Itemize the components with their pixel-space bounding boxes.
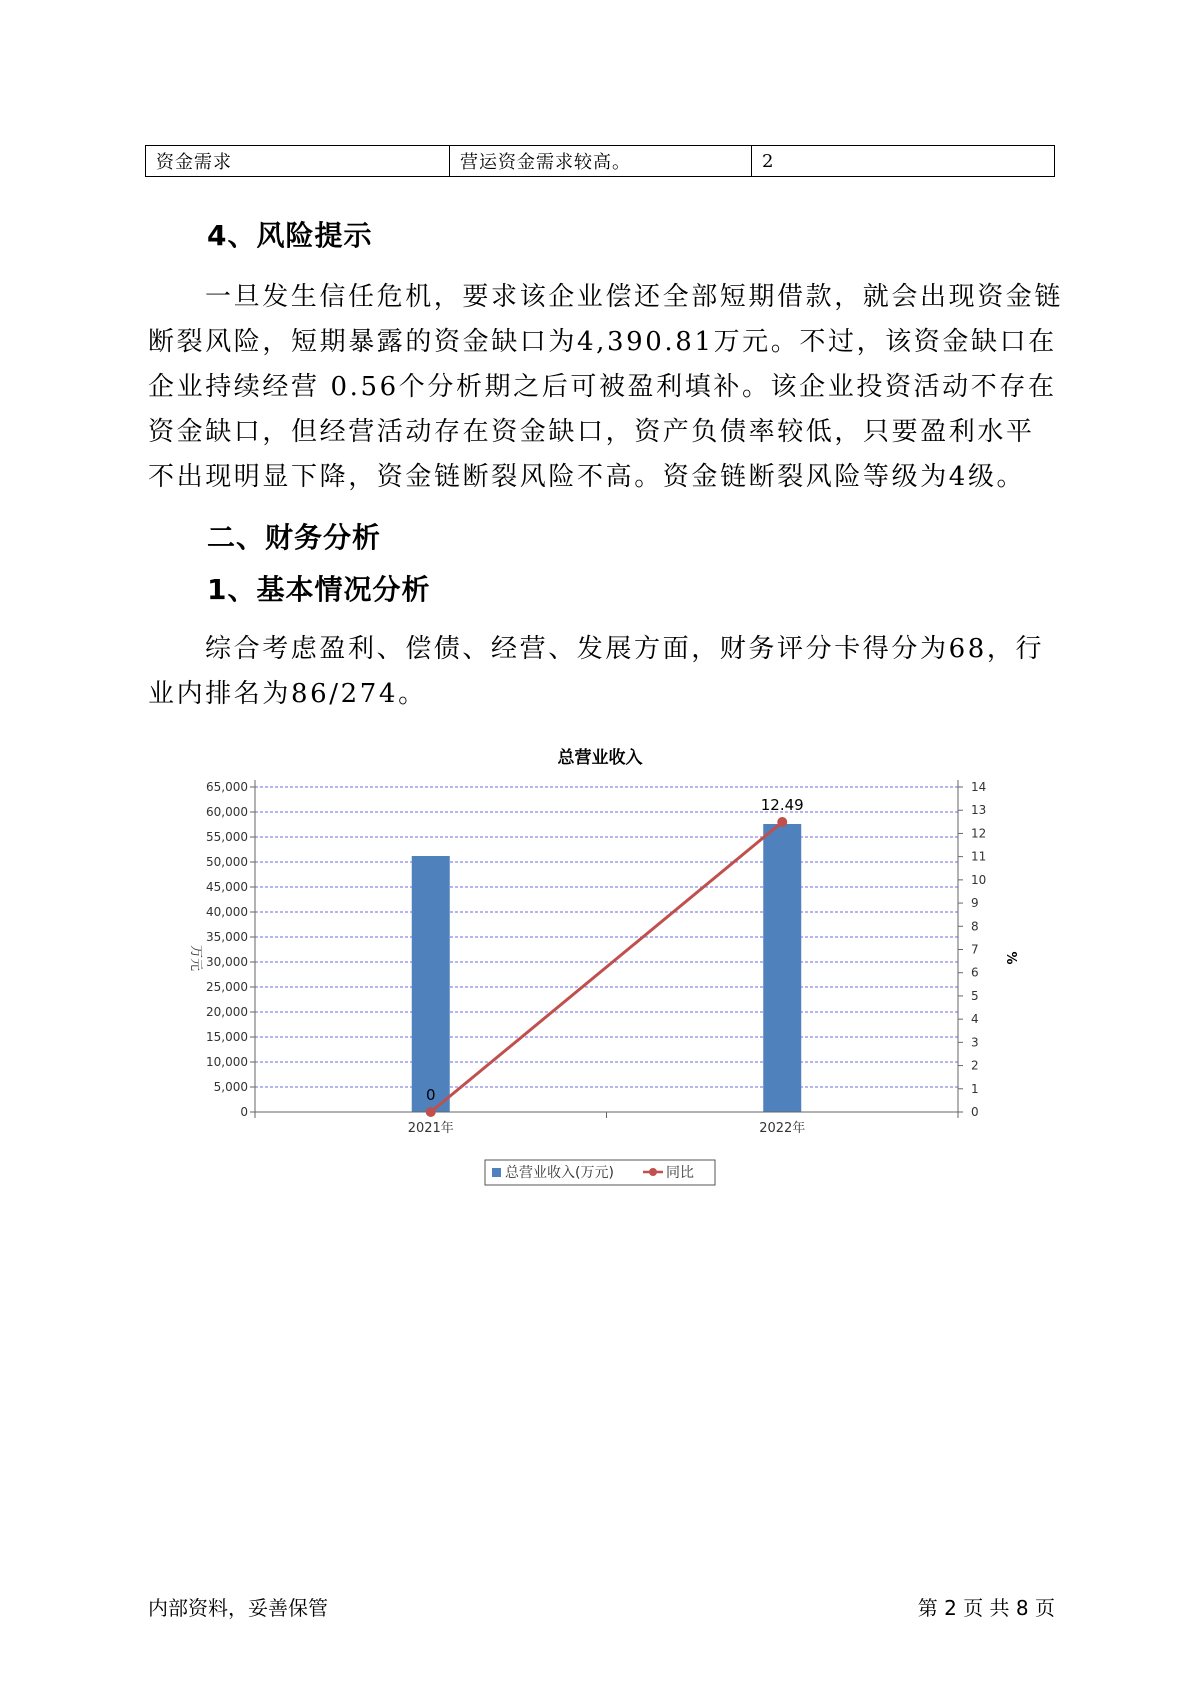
y2-tick-label: 3	[971, 1035, 979, 1050]
footer-page-number: 第 2 页 共 8 页	[917, 1596, 1055, 1620]
footer-confidential: 内部资料，妥善保管	[148, 1596, 328, 1620]
grid-lines	[255, 787, 958, 1087]
heading-risk: 4、风险提示	[207, 219, 373, 252]
heading-basic: 1、基本情况分析	[207, 573, 431, 606]
revenue-chart	[170, 740, 1050, 1200]
yoy-line	[431, 822, 783, 1112]
y-tick-label: 0	[240, 1105, 248, 1119]
y-axis-label: 万元	[188, 944, 203, 972]
y2-tick-label: 9	[971, 896, 979, 911]
heading-finance: 二、财务分析	[207, 521, 382, 554]
legend-bar-label: 总营业收入(万元)	[505, 1165, 614, 1181]
y-tick-label: 35,000	[206, 930, 248, 944]
paragraph-risk: 一旦发生信任危机，要求该企业偿还全部短期借款，就会出现资金链断裂风险，短期暴露的资金缺口为4,390.81万元。不过，该资金缺口在企业持续经营 0.56个分析期之后可被盈利填补。该企业投资活动不存在资金缺口，但经营活动存在资金缺口，资产负债率较低，只要盈利水平不出现明显下降，资金链断裂风险不高。资金链断裂风险等级为4级。	[148, 282, 1064, 492]
y-tick-label: 65,000	[206, 780, 248, 794]
y2-tick-label: 6	[971, 965, 979, 980]
table-cell-level: 2	[752, 146, 1055, 177]
y-tick-label: 10,000	[206, 1055, 248, 1069]
y-tick-label: 5,000	[213, 1080, 248, 1094]
y-tick-label: 20,000	[206, 1005, 248, 1019]
y-tick-label: 60,000	[206, 805, 248, 819]
y2-tick-label: 4	[971, 1012, 979, 1027]
yoy-point	[777, 817, 787, 827]
legend-bar-swatch	[492, 1168, 501, 1177]
y2-tick-label: 10	[971, 872, 987, 887]
y-tick-label: 50,000	[206, 855, 248, 869]
y-tick-label: 55,000	[206, 830, 248, 844]
table-cell-item: 资金需求	[146, 146, 450, 177]
y2-tick-label: 2	[971, 1058, 979, 1073]
y2-tick-label: 5	[971, 988, 979, 1003]
paragraph-basic: 综合考虑盈利、偿债、经营、发展方面，财务评分卡得分为68，行业内排名为86/274。	[148, 634, 1045, 709]
y2-tick-label: 13	[971, 803, 987, 818]
y-tick-label: 30,000	[206, 955, 248, 969]
y2-axis-label: %	[1003, 951, 1018, 965]
axes	[206, 780, 986, 1136]
y2-tick-label: 1	[971, 1081, 979, 1096]
revenue-bar	[763, 824, 801, 1112]
legend-line-marker	[649, 1168, 657, 1176]
x-tick-label: 2021年	[407, 1121, 454, 1136]
yoy-point	[426, 1107, 436, 1117]
table-cell-desc: 营运资金需求较高。	[450, 146, 752, 177]
y2-tick-label: 0	[971, 1105, 979, 1119]
y-tick-label: 40,000	[206, 905, 248, 919]
table-row	[146, 146, 1055, 177]
y2-tick-label: 8	[971, 919, 979, 934]
y2-tick-label: 7	[971, 942, 979, 957]
yoy-data-label: 12.49	[760, 796, 804, 815]
y-tick-label: 15,000	[206, 1030, 248, 1044]
y-tick-label: 25,000	[206, 980, 248, 994]
y2-tick-label: 14	[971, 780, 987, 794]
revenue-bar	[412, 856, 450, 1112]
legend-line-label: 同比	[666, 1165, 694, 1181]
yoy-data-label: 0	[425, 1086, 436, 1104]
line-series	[426, 796, 804, 1117]
y2-tick-label: 12	[971, 826, 987, 841]
x-tick-label: 2022年	[759, 1121, 806, 1136]
chart-legend	[485, 1160, 715, 1185]
y2-tick-label: 11	[971, 849, 987, 864]
y-tick-label: 45,000	[206, 880, 248, 894]
chart-title: 总营业收入	[557, 748, 643, 768]
risk-table	[145, 145, 1055, 177]
